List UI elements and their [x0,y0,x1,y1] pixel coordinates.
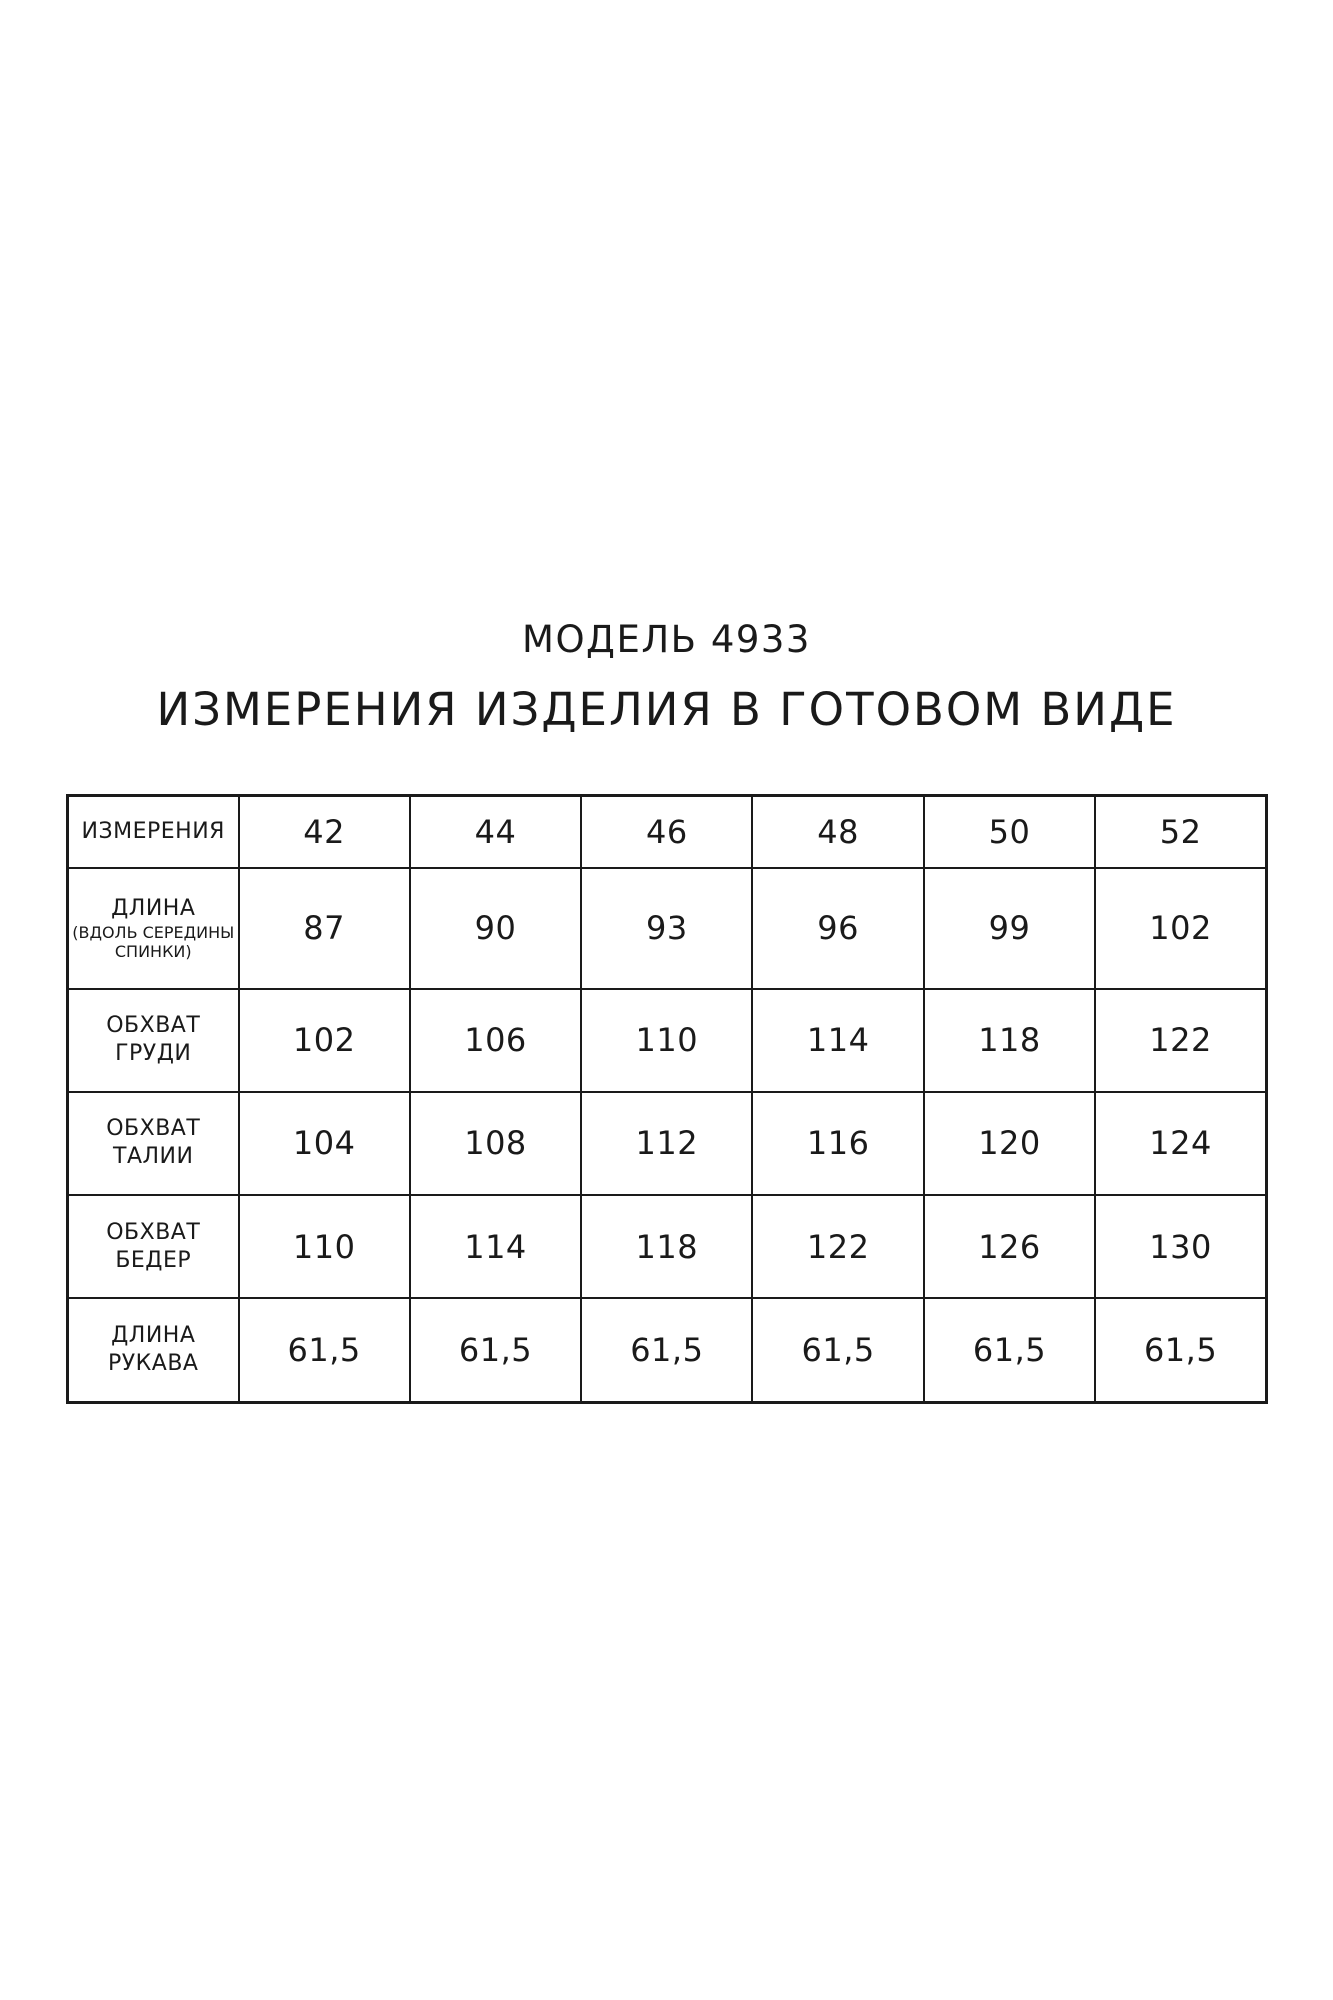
value-cell: 61,5 [924,1298,1095,1402]
row-label: РУКАВА [108,1351,199,1377]
value-cell: 112 [581,1092,752,1195]
value-cell: 61,5 [581,1298,752,1402]
value-cell: 114 [410,1195,581,1298]
value-cell: 110 [581,989,752,1092]
size-cell: 50 [924,796,1095,868]
value-cell: 124 [1095,1092,1266,1195]
value-cell: 122 [1095,989,1266,1092]
table-row [68,989,1267,1092]
size-table [66,794,1268,1404]
value-cell: 87 [239,868,410,989]
size-cell: 46 [581,796,752,868]
value-cell: 61,5 [239,1298,410,1402]
size-cell: 44 [410,796,581,868]
size-cell: 48 [752,796,923,868]
row-label-cell [68,989,239,1092]
row-label: ДЛИНА [111,896,196,922]
value-cell: 130 [1095,1195,1266,1298]
value-cell: 102 [1095,868,1266,989]
table-row [68,1195,1267,1298]
row-label: ОБХВАТ [106,1219,201,1245]
value-cell: 102 [239,989,410,1092]
row-label-cell [68,1298,239,1402]
table-row [68,868,1267,989]
model-number: МОДЕЛЬ 4933 [522,618,811,661]
value-cell: 61,5 [1095,1298,1266,1402]
value-cell: 106 [410,989,581,1092]
row-label: ГРУДИ [115,1041,192,1067]
row-label-note: (ВДОЛЬ СЕРЕДИНЫ СПИНКИ) [72,923,235,962]
row-label-cell [68,1092,239,1195]
row-label-cell [68,868,239,989]
value-cell: 104 [239,1092,410,1195]
value-cell: 93 [581,868,752,989]
value-cell: 122 [752,1195,923,1298]
value-cell: 96 [752,868,923,989]
value-cell: 126 [924,1195,1095,1298]
value-cell: 114 [752,989,923,1092]
row-label: ОБХВАТ [106,1013,201,1039]
value-cell: 116 [752,1092,923,1195]
size-cell: 52 [1095,796,1266,868]
row-label: ДЛИНА [111,1323,196,1349]
value-cell: 61,5 [752,1298,923,1402]
size-cell: 42 [239,796,410,868]
header-label-cell: ИЗМЕРЕНИЯ [68,796,239,868]
value-cell: 110 [239,1195,410,1298]
table-row [68,1298,1267,1402]
value-cell: 120 [924,1092,1095,1195]
row-label: ОБХВАТ [106,1116,201,1142]
value-cell: 90 [410,868,581,989]
value-cell: 108 [410,1092,581,1195]
row-label-cell [68,1195,239,1298]
page-title: ИЗМЕРЕНИЯ ИЗДЕЛИЯ В ГОТОВОМ ВИДЕ [156,683,1177,736]
value-cell: 99 [924,868,1095,989]
row-label: ТАЛИИ [113,1144,194,1170]
value-cell: 61,5 [410,1298,581,1402]
table-header-row [68,796,1267,868]
value-cell: 118 [924,989,1095,1092]
table-row [68,1092,1267,1195]
value-cell: 118 [581,1195,752,1298]
row-label: БЕДЕР [115,1247,192,1273]
